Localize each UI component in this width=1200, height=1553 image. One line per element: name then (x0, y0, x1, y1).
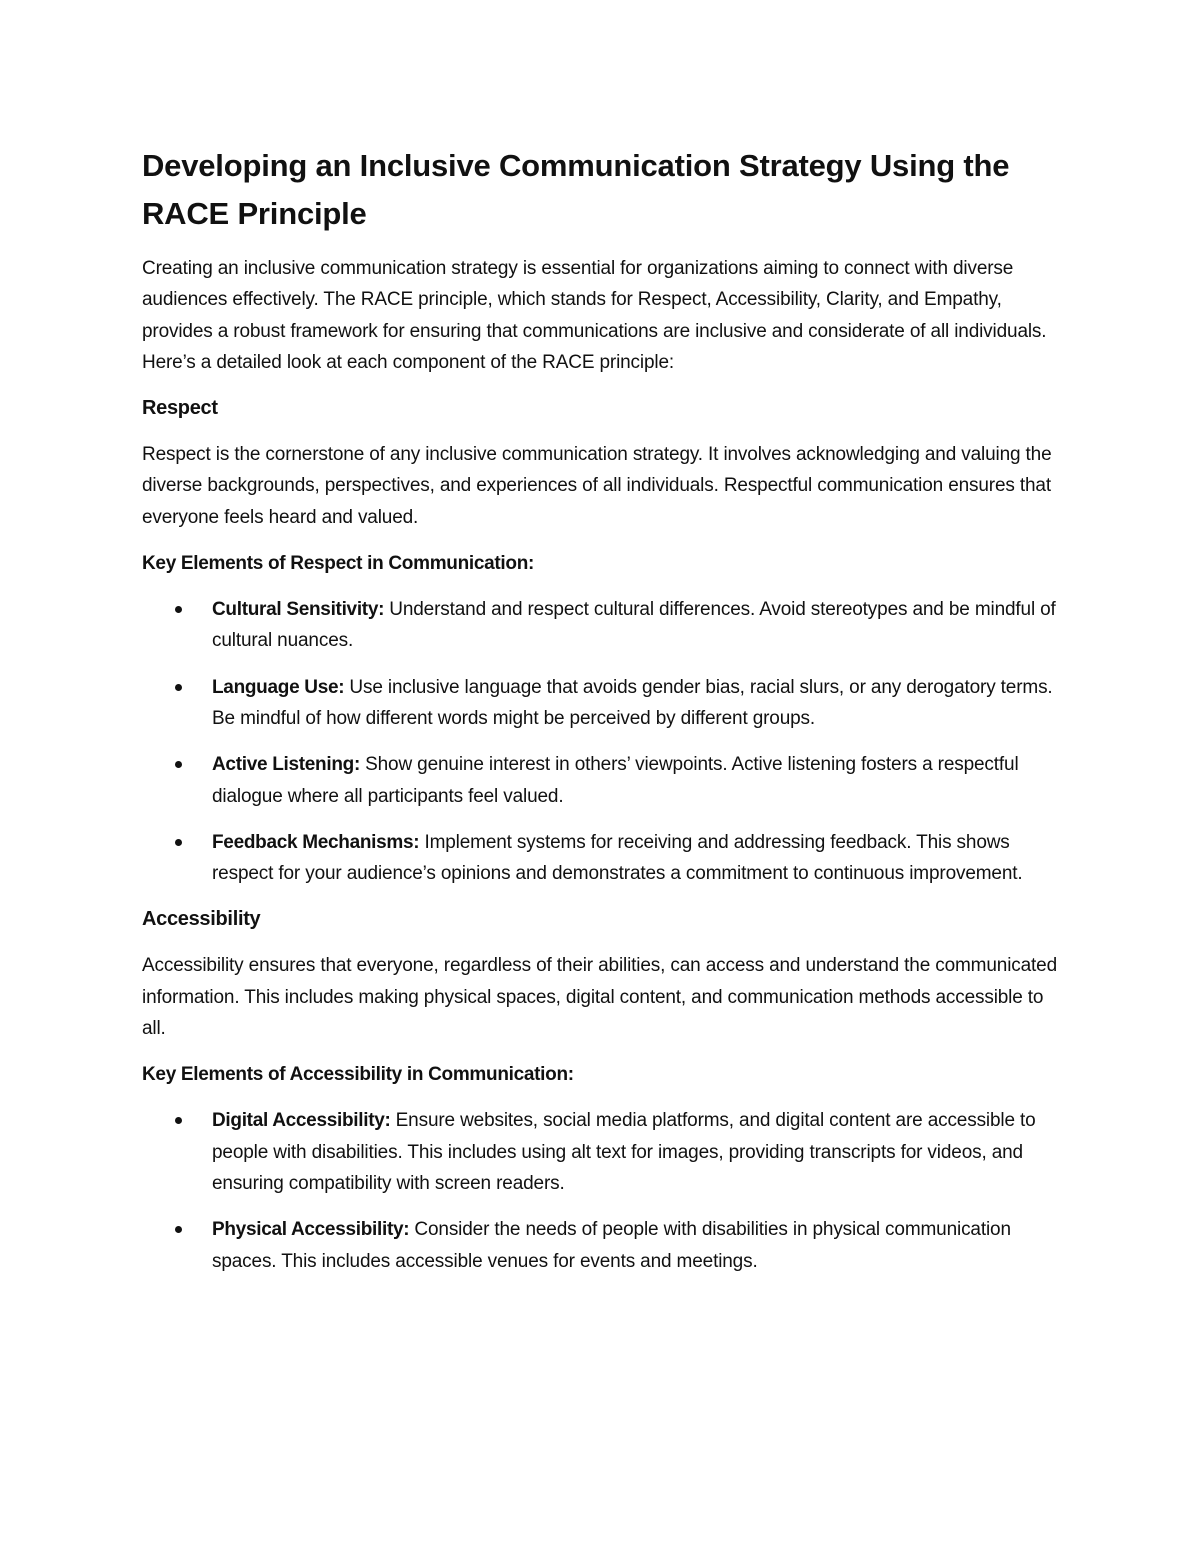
bullet-icon (175, 606, 182, 613)
section-paragraph: Accessibility ensures that everyone, regardless of their abilities, can access and understand the communicated information. This includes making physical spaces, digital content, and communication methods accessible to all. (142, 955, 1057, 1040)
list-item-term: Language Use: (212, 676, 345, 698)
list-item-text: Use inclusive language that avoids gender bias, racial slurs, or any derogatory terms. Be mindful of how different words might be perceived by different groups. (212, 676, 1053, 729)
document-page (142, 142, 1067, 1277)
bullet-list (142, 1105, 1067, 1276)
intro-paragraph: Creating an inclusive communication strategy is essential for organizations aiming to connect with diverse audiences effectively. The RACE principle, which stands for Respect, Accessibility, Clarity, and Empathy, provides a robust framework for ensuring that communications are inclusive and considerate of all individuals. Here’s a detailed look at each component of the RACE principle: (142, 258, 1047, 373)
list-item-text: Show genuine interest in others’ viewpoints. Active listening fosters a respectful dialogue where all participants feel valued. (212, 754, 1019, 807)
list-item (142, 1214, 1067, 1277)
section-paragraph: Respect is the cornerstone of any inclusive communication strategy. It involves acknowledging and valuing the diverse backgrounds, perspectives, and experiences of all individuals. Respectful communication ensures that everyone feels heard and valued. (142, 444, 1052, 528)
bullet-icon (175, 761, 182, 768)
list-item (142, 827, 1067, 890)
bullet-icon (175, 839, 182, 846)
list-item-term: Cultural Sensitivity: (212, 599, 385, 621)
list-item-term: Feedback Mechanisms: (212, 831, 420, 853)
list-item-text: Implement systems for receiving and addressing feedback. This shows respect for your audience’s opinions and demonstrates a commitment to continuous improvement. (212, 831, 1023, 885)
list-item (142, 594, 1067, 657)
list-item-term: Physical Accessibility: (212, 1219, 410, 1241)
section-subheading: Key Elements of Accessibility in Communication: (142, 1064, 574, 1086)
document-title: Developing an Inclusive Communication Strategy Using the RACE Principle (142, 148, 1010, 231)
list-item-text: Ensure websites, social media platforms, and digital content are accessible to people with disabilities. This includes using alt text for images, providing transcripts for videos, and ensuring compatibility with screen readers. (212, 1110, 1036, 1194)
bullet-icon (175, 1226, 182, 1233)
list-item-term: Active Listening: (212, 754, 360, 776)
section-respect (142, 393, 1067, 889)
bullet-icon (175, 684, 182, 691)
bullet-list (142, 594, 1067, 889)
section-subheading: Key Elements of Respect in Communication: (142, 553, 535, 575)
list-item-text: Consider the needs of people with disabilities in physical communication spaces. This includes accessible venues for events and meetings. (212, 1219, 1011, 1272)
section-heading: Respect (142, 397, 218, 420)
list-item-text: Understand and respect cultural differences. Avoid stereotypes and be mindful of cultural nuances. (212, 599, 1056, 652)
section-heading: Accessibility (142, 908, 261, 931)
list-item-term: Digital Accessibility: (212, 1110, 391, 1132)
list-item (142, 749, 1067, 812)
section-accessibility (142, 904, 1067, 1276)
list-item (142, 672, 1067, 735)
bullet-icon (175, 1117, 182, 1124)
list-item (142, 1105, 1067, 1199)
